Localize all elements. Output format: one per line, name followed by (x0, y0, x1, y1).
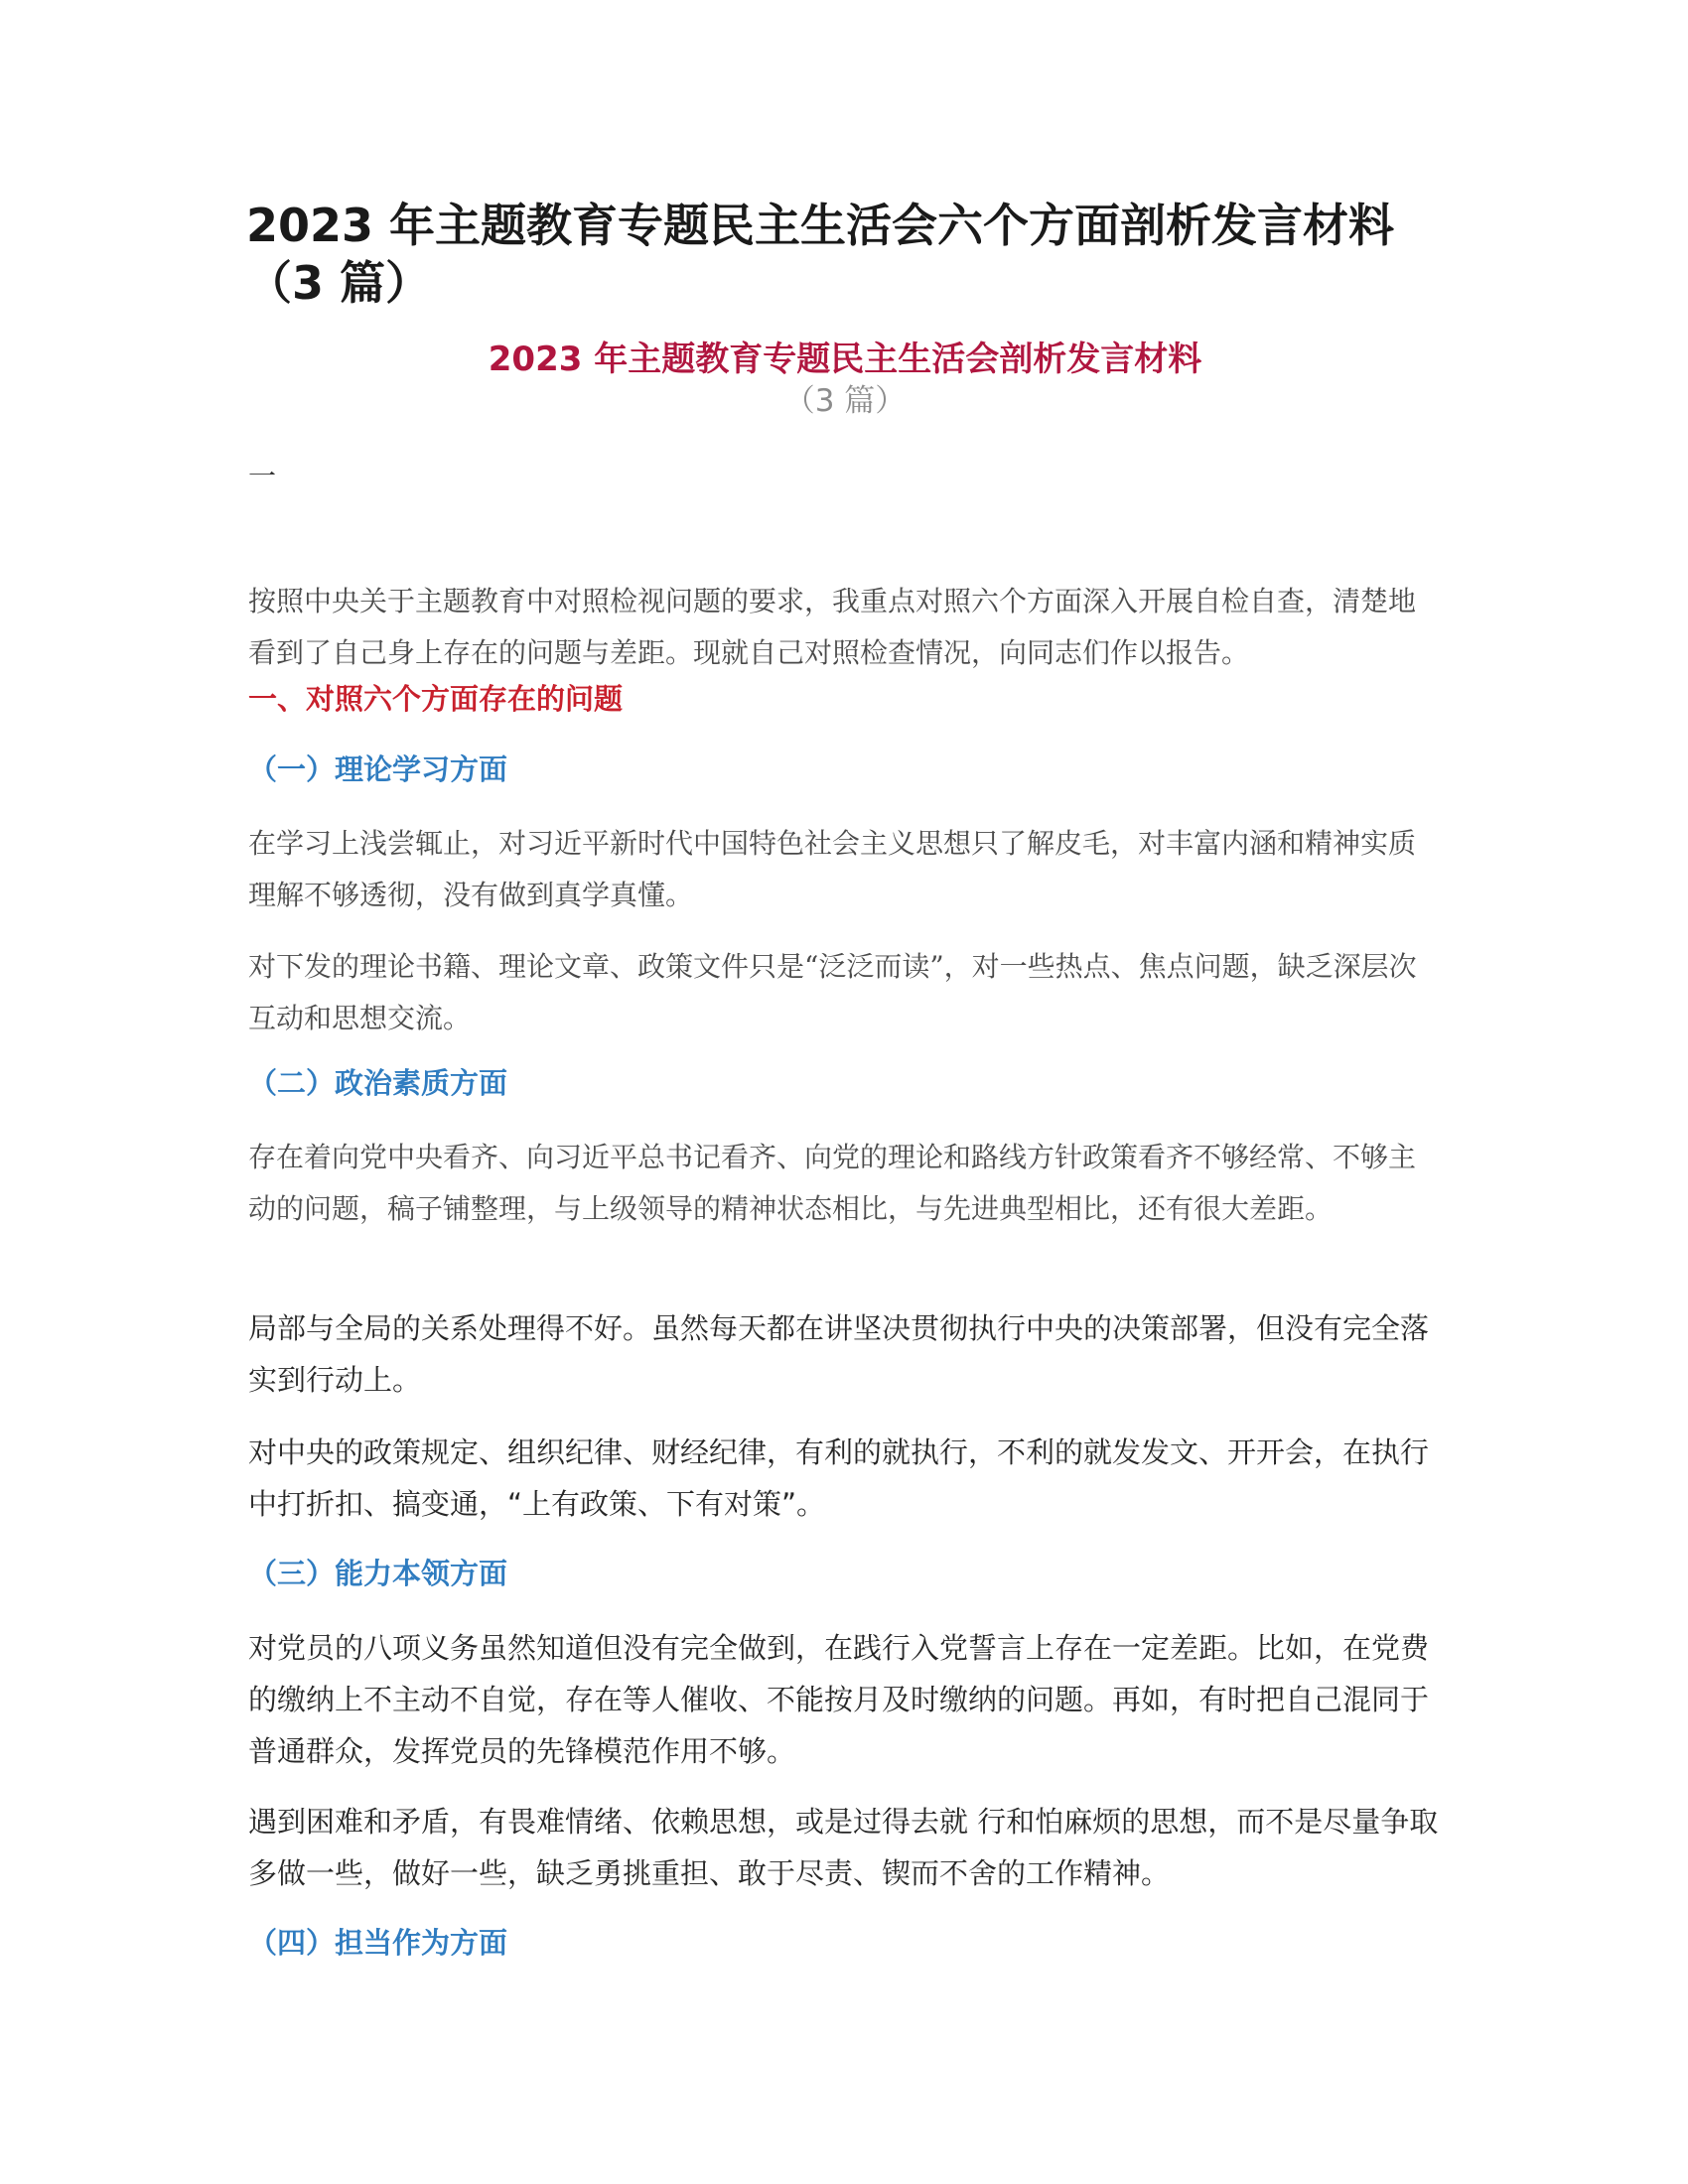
subheading-political-quality: （二）政治素质方面 (248, 1066, 508, 1100)
paragraph-ability-2: 遇到困难和矛盾，有畏难情绪、依赖思想，或是过得去就 行和怕麻烦的思想，而不是尽量争取多做一些，做好一些，缺乏勇挑重担、敢于尽责、锲而不舍的工作精神。 (248, 1805, 1439, 1890)
subheading-ability: （三）能力本领方面 (248, 1557, 508, 1590)
paragraph-theory-study-1: 在学习上浅尝辄止，对习近平新时代中国特色社会主义思想只了解皮毛，对丰富内涵和精神实质理解不够透彻，没有做到真学真懂。 (248, 827, 1417, 911)
document-title: 2023 年主题教育专题民主生活会六个方面剖析发言材料（3 篇） (246, 199, 1395, 310)
paragraph-political-quality-2: 局部与全局的关系处理得不好。虽然每天都在讲坚决贯彻执行中央的决策部署，但没有完全落实到行动上。 (248, 1311, 1430, 1397)
paragraph-ability-1: 对党员的八项义务虽然知道但没有完全做到，在践行入党誓言上存在一定差距。比如，在党费的缴纳上不主动不自觉，存在等人催收、不能按月及时缴纳的问题。再如，有时把自己混同于普通群众，发挥党员的先锋模范作用不够。 (248, 1631, 1430, 1768)
document-subtitle-count: （3 篇） (783, 383, 907, 419)
subheading-responsibility: （四）担当作为方面 (248, 1926, 508, 1960)
subheading-theory-study: （一）理论学习方面 (248, 752, 508, 786)
document-subtitle: 2023 年主题教育专题民主生活会剖析发言材料 (488, 340, 1202, 379)
paragraph-theory-study-2: 对下发的理论书籍、理论文章、政策文件只是“泛泛而读”，对一些热点、焦点问题，缺乏深层次互动和思想交流。 (248, 950, 1417, 1034)
paragraph-political-quality-1: 存在着向党中央看齐、向习近平总书记看齐、向党的理论和路线方针政策看齐不够经常、不够主动的问题，稿子铺整理，与上级领导的精神状态相比，与先进典型相比，还有很大差距。 (248, 1141, 1417, 1225)
section-marker: 一 (248, 460, 277, 492)
intro-paragraph: 按照中央关于主题教育中对照检视问题的要求，我重点对照六个方面深入开展自检自查，清楚地看到了自己身上存在的问题与差距。现就自己对照检查情况，向同志们作以报告。 (248, 585, 1417, 669)
section-heading-problems: 一、对照六个方面存在的问题 (248, 682, 624, 716)
paragraph-political-quality-3: 对中央的政策规定、组织纪律、财经纪律，有利的就执行，不利的就发发文、开开会，在执行中打折扣、搞变通，“上有政策、下有对策”。 (248, 1435, 1430, 1521)
